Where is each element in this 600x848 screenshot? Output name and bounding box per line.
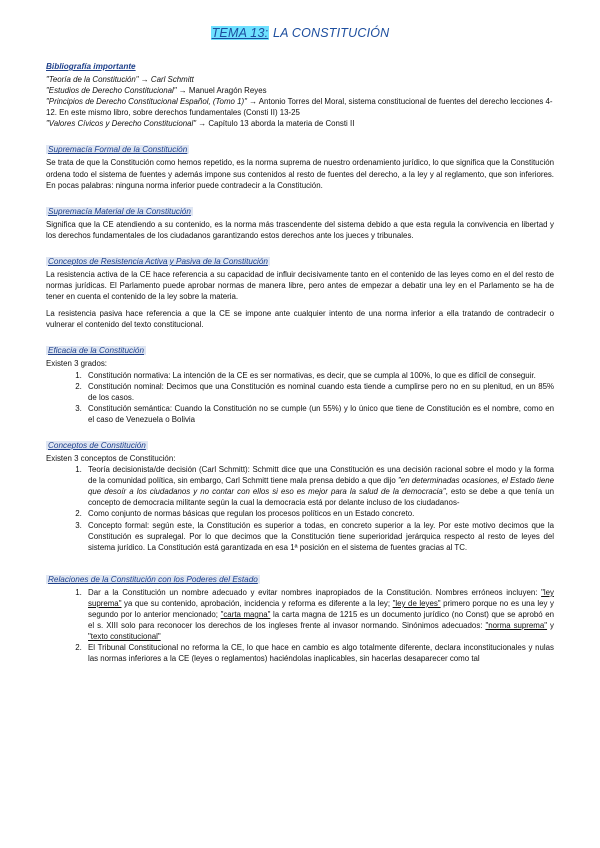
bibliography-heading: Bibliografía importante [46, 62, 136, 71]
efficacy-intro: Existen 3 grados: [46, 359, 107, 369]
arrow-icon: → [176, 86, 189, 96]
concept-item-decisionista [84, 464, 554, 508]
active-resistance-text: La resistencia activa de la CE hace referencia a su capacidad de influir decisivamente tanto en el contenido de las leyes como en el del resto de normas jurídicas. El Parlamento puede aprobar normas de manera libre, pero antes de empezar a debatir una ley en el Parlamento se ha de tener en cuenta el contenido de la ley sobre la materia. [46, 269, 554, 302]
formal-supremacy-heading: Supremacía Formal de la Constitución [48, 145, 188, 155]
resistance-heading: Conceptos de Resistencia Activa y Pasiva de la Constitución [48, 256, 268, 266]
material-supremacy-text: Significa que la CE atendiendo a su contenido, es la norma más trascendente del sistema debido a que esta regula la convivencia en libertad y los derechos fundamentales de los ciudadanos garantizando estos derechos ante los jueces y tribunales. [46, 219, 554, 240]
formal-supremacy-section [46, 139, 554, 190]
bibliography-line [46, 118, 554, 129]
concept-1-text-b: , esto se debe a que tenía un concepto de democracia militante según la cual la democracia está por delante incluso de los ciudadanos- [88, 487, 554, 508]
material-supremacy-section [46, 201, 554, 241]
bibliography-list [46, 74, 554, 129]
efficacy-item-semantica: 3. Constitución semántica: Cuando la Constitución no se cumple (un 55%) y lo único que tiene de Constitución es el nombre, como en el caso de Venezuela o Bolivia [84, 403, 554, 425]
relations-1-text-c: primero porque no es una ley y segundo por lo anterior mencionado; [88, 598, 554, 619]
concept-item-normas-basicas: 2. Como conjunto de normas básicas que regulan los procesos políticos en un Estado concreto. [84, 508, 554, 519]
material-supremacy-heading: Supremacía Material de la Constitución [48, 206, 191, 216]
term-texto-constitucional: "texto constitucional" [88, 632, 161, 642]
concept-item-formal: 3. Concepto formal: según este, la Constitución es superior a todas, en concreto superior a la ley. Por este motivo decimos que la Constitución es supralegal. Por lo que decimos que la Constitución tiene superioridad jerárquica respecto al resto de leyes del sistema jurídico. La Constitución está garantizada en esa 1ª posición en el sistema de fuentes gracias al TC. [84, 520, 554, 553]
concepts-list [46, 464, 554, 553]
efficacy-item-nominal: 2. Constitución nominal: Decimos que una Constitución es nominal cuando esta tiende a cumplirse pero no en su plenitud, en un 85% de los casos. [84, 381, 554, 403]
term-norma-suprema: "norma suprema" [485, 621, 548, 631]
bibliography-line [46, 85, 554, 96]
relations-1-text-a: Dar a la Constitución un nombre adecuado y evitar nombres inapropiados de la Constitución. Nombres erróneos incluyen: [88, 587, 542, 597]
arrow-icon: → [196, 119, 209, 129]
efficacy-section [46, 340, 554, 425]
bibliography-work: "Teoría de la Constitución" [46, 75, 139, 84]
title-rest: LA CONSTITUCIÓN [269, 26, 390, 40]
efficacy-list [46, 370, 554, 425]
concepts-heading: Conceptos de Constitución [48, 440, 146, 450]
term-ley-de-leyes: "ley de leyes" [392, 598, 441, 608]
bibliography-work: "Valores Cívicos y Derecho Constitucional" [46, 119, 197, 129]
title-highlight: TEMA 13: [211, 26, 269, 40]
passive-resistance-text: La resistencia pasiva hace referencia a que la CE se impone ante cualquier intento de una norma inferior a ella tratando de contradecir o vulnerar el contenido del texto constitucional. [46, 309, 554, 330]
bibliography-line [46, 74, 554, 85]
efficacy-heading: Eficacia de la Constitución [48, 346, 145, 356]
arrow-icon: → [138, 75, 151, 84]
relations-list [46, 587, 554, 665]
efficacy-item-normativa: 1. Constitución normativa: La intención de la CE es ser normativas, es decir, que se cumpla al 100%, lo que es difícil de conseguir. [84, 370, 554, 381]
relations-1-text-d: la carta magna de 1215 es un documento jurídico (no Const) que se aprobó en el s. XIII solo para reconocer los derechos de los ingleses frente al invasor normando. Sinónimos adecuados: [88, 610, 555, 631]
relations-1-text-e: y [547, 621, 554, 631]
term-ley-suprema: "ley suprema" [88, 587, 554, 608]
relations-item-tc: 2. El Tribunal Constitucional no reforma la CE, lo que hace en cambio es algo totalmente diferente, declara inconstitucionales y nulas las normas inferiores a la CE (leyes o reglamentos) haciéndolas inaplicables, sin hacerlas desaparecer como tal [84, 642, 554, 664]
bibliography-line [46, 96, 554, 118]
page-title [46, 26, 554, 40]
formal-supremacy-text: Se trata de que la Constitución como hemos repetido, es la norma suprema de nuestro ordenamiento jurídico, lo que significa que la Constitución ordena todo el sistema de fuentes y además impone sus contenidos al resto de fuentes del derecho, a la ley y al reglamento, que son inferiores. En pocas palabras: ninguna norma inferior puede contradecir a la Constitución. [46, 158, 554, 190]
bibliography-author: Manuel Aragón Reyes [188, 86, 267, 96]
bibliography-author: Antonio Torres del Moral, sistema constitucional de fuentes del derecho lecciones 4-12. En este mismo libro, sobre derechos fundamentales (Consti II) 13-25 [46, 97, 553, 118]
concepts-intro: Existen 3 conceptos de Constitución: [46, 453, 176, 463]
term-carta-magna: "carta magna" [220, 610, 271, 619]
bibliography-author: Carl Schmitt [150, 75, 194, 84]
concept-1-text-a: Teoría decisionista/de decisión (Carl Schmitt): Schmitt dice que una Constitución es una decisión racional sobre el modo y la forma de la comunidad política, sin embargo, Carl Schmitt tiene mala prensa debido a que dijo [88, 465, 554, 486]
relations-section [46, 569, 554, 665]
arrow-icon: → [246, 97, 259, 107]
bibliography-work: "Estudios de Derecho Constitucional" [46, 86, 177, 96]
relations-item-naming [84, 587, 554, 642]
resistance-section [46, 251, 554, 330]
concepts-section [46, 435, 554, 553]
relations-1-text-b: ya que su contenido, aprobación, incidencia y reforma es diferente a la ley; [121, 598, 393, 608]
relations-heading: Relaciones de la Constitución con los Poderes del Estado [48, 574, 258, 584]
bibliography-section [46, 56, 554, 129]
schmitt-quote: "en determinadas ocasiones, el Estado tiene que desoír a los ciudadanos y no contar con ellos si eso es mejor para la salud de la democracia" [88, 476, 554, 497]
bibliography-author: Capítulo 13 aborda la materia de Consti II [208, 119, 355, 129]
bibliography-work: "Principios de Derecho Constitucional Español, (Tomo 1)" [46, 97, 247, 107]
